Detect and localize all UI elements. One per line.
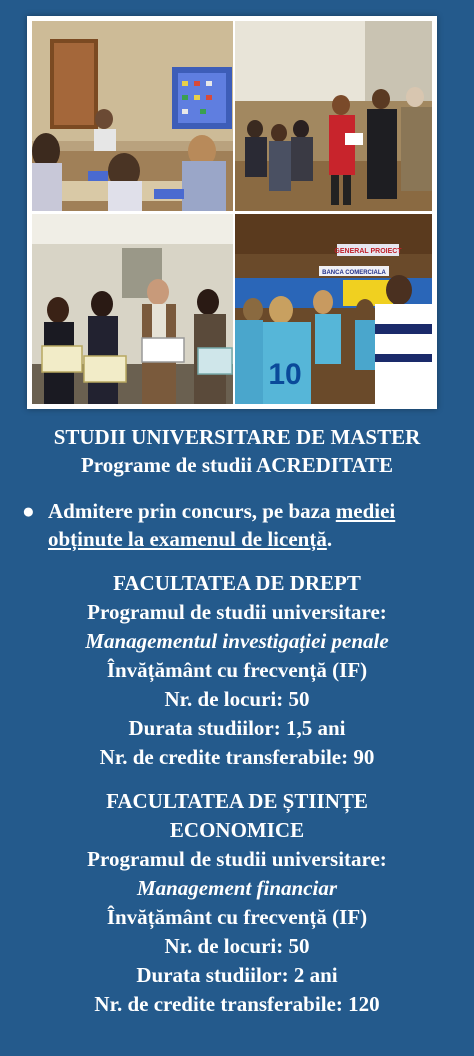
admission-note [22, 497, 466, 553]
places-count: Nr. de locuri: 50 [164, 687, 310, 711]
faculty-name-line-2: ECONOMICE [169, 818, 305, 842]
faculty-law [0, 569, 474, 772]
photo-sports-team [235, 214, 432, 404]
credits-count: Nr. de credite transferabile: 120 [94, 992, 380, 1016]
jersey-number: 10 [268, 358, 302, 391]
bullet-icon: ● [22, 499, 35, 523]
banner-2-text: BANCA COMERCIALA [322, 270, 386, 276]
photo-ceremony [235, 21, 432, 211]
study-duration: Durata studiilor: 1,5 ani [128, 716, 346, 740]
banner-1-text: GENERAL PROIECT [334, 248, 402, 255]
admission-text-end: . [326, 527, 333, 551]
program-name: Management financiar [136, 876, 338, 900]
admission-text [48, 497, 466, 553]
admission-text-plain: Admitere prin concurs, pe baza [48, 499, 336, 523]
photo-graduates [32, 214, 233, 404]
admission-text-underlined-2: obținute la examenul de licență [48, 527, 327, 551]
study-form: Învățământ cu frecvență (IF) [106, 905, 368, 929]
header-subtitle: Programe de studii ACREDITATE [80, 453, 394, 477]
credits-count: Nr. de credite transferabile: 90 [99, 745, 375, 769]
faculty-economics [0, 787, 474, 1019]
program-name: Managementul investigației penale [85, 629, 389, 653]
program-label: Programul de studii universitare: [87, 847, 387, 871]
photo-classroom [32, 21, 233, 211]
faculty-name: FACULTATEA DE DREPT [113, 571, 361, 595]
study-duration: Durata studiilor: 2 ani [136, 963, 338, 987]
faculty-name-line-1: FACULTATEA DE ȘTIINȚE [106, 789, 368, 813]
header-title: STUDII UNIVERSITARE DE MASTER [53, 425, 421, 449]
study-form: Învățământ cu frecvență (IF) [106, 658, 368, 682]
photo-collage [27, 16, 437, 409]
places-count: Nr. de locuri: 50 [164, 934, 310, 958]
program-label: Programul de studii universitare: [87, 600, 387, 624]
admission-text-underlined-1: mediei [335, 499, 396, 523]
